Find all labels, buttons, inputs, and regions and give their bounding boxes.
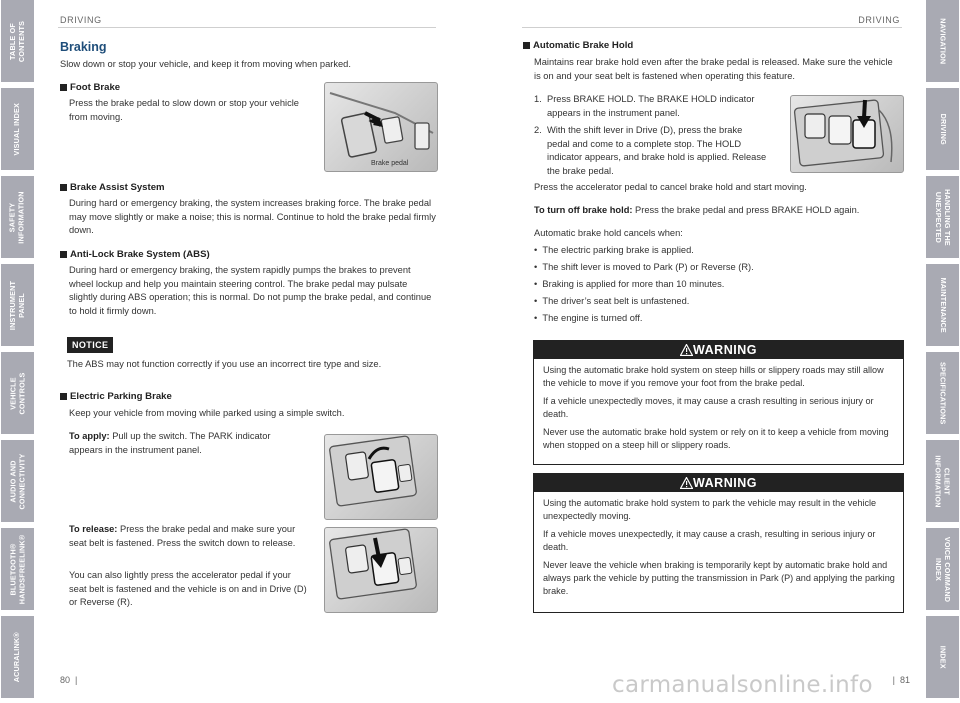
list-item: • The engine is turned off. <box>534 313 643 323</box>
page-number-right: | 81 <box>892 675 910 685</box>
left-section-tabs <box>0 0 34 703</box>
tab-label: VOICE COMMAND INDEX <box>934 536 953 602</box>
warning-box-2 <box>533 473 904 613</box>
tab-bluetooth-handsfreelink[interactable] <box>1 528 34 610</box>
tab-label: DRIVING <box>938 113 948 145</box>
warning-body <box>534 492 903 598</box>
abs-text: During hard or emergency braking, the system rapidly pumps the brakes to prevent wheel lockup and help you maintain steering control. The brake pedal may pulsate slightly during ABS operation; this is normal. Do not pump the brake pedal, and continue to hold it firmly down. <box>69 265 432 316</box>
tab-visual-index[interactable] <box>1 88 34 170</box>
right-section-tabs <box>926 0 960 703</box>
notice-text: The ABS may not function correctly if you use an incorrect tire type and size. <box>67 359 382 369</box>
tab-navigation[interactable] <box>926 0 959 82</box>
tab-acuralink[interactable] <box>1 616 34 698</box>
brake-assist-heading: Brake Assist System <box>60 182 165 193</box>
tab-handling-unexpected[interactable] <box>926 176 959 258</box>
abs-heading: Anti-Lock Brake System (ABS) <box>60 249 210 260</box>
watermark: carmanualsonline.info <box>612 672 873 698</box>
tab-label: ACURALINK® <box>12 631 22 683</box>
warning-label: WARNING <box>693 343 757 357</box>
epb-heading: Electric Parking Brake <box>60 391 172 402</box>
brake-pedal-illustration <box>324 82 438 172</box>
list-item: • Braking is applied for more than 10 minutes. <box>534 279 725 289</box>
tab-label: CLIENT INFORMATION <box>934 454 952 508</box>
header-divider-right <box>522 27 902 28</box>
square-bullet-icon <box>60 84 67 91</box>
warning-paragraph: Using the automatic brake hold system to park the vehicle may result in the vehicle unexpectedly moving. <box>543 498 877 521</box>
tab-voice-command-index[interactable] <box>926 528 959 610</box>
switch-pull-up-drawing <box>325 435 437 519</box>
warning-header <box>534 474 903 492</box>
warning-paragraph: Never use the automatic brake hold system or rely on it to keep a vehicle from moving when stopped on a steep hill or slippery roads. <box>543 427 889 450</box>
list-item: • The electric parking brake is applied. <box>534 245 694 255</box>
square-bullet-icon <box>60 184 67 191</box>
brake-assist-text: During hard or emergency braking, the system increases braking force. The brake pedal may move slightly or make a noise; this is normal. Continue to hold the brake pedal firmly down. <box>69 198 436 235</box>
cancel-conditions-list <box>534 242 900 327</box>
page-header-left: DRIVING <box>60 15 102 25</box>
tab-label: MAINTENANCE <box>938 277 948 333</box>
square-bullet-icon <box>523 42 530 49</box>
tab-client-information[interactable] <box>926 440 959 522</box>
parking-brake-release-illustration <box>324 527 438 613</box>
list-item: • The shift lever is moved to Park (P) or Reverse (R). <box>534 262 754 272</box>
braking-intro: Slow down or stop your vehicle, and keep it from moving when parked. <box>60 59 351 69</box>
step-2-number: 2. <box>534 125 542 135</box>
warning-paragraph: Never leave the vehicle when braking is temporarily kept by automatic brake hold and always park the vehicle by putting the transmission in Park (P) and applying the parking brake. <box>543 560 895 596</box>
square-bullet-icon <box>60 393 67 400</box>
brake-pedal-drawing <box>325 83 437 171</box>
tab-table-of-contents[interactable] <box>1 0 34 82</box>
tab-label: VISUAL INDEX <box>12 102 22 156</box>
step-2-text: With the shift lever in Drive (D), press the brake pedal and come to a complete stop. The HOLD indicator appears, and brake hold is applied. Release the brake pedal. <box>547 125 767 176</box>
auto-brake-hold-heading: Automatic Brake Hold <box>523 40 633 51</box>
warning-triangle-icon <box>680 344 693 356</box>
tab-label: SPECIFICATIONS <box>938 361 948 425</box>
list-item: • The driver’s seat belt is unfastened. <box>534 296 690 306</box>
tab-instrument-panel[interactable] <box>1 264 34 346</box>
step-1-text: Press BRAKE HOLD. The BRAKE HOLD indicator appears in the instrument panel. <box>547 94 755 118</box>
foot-brake-text: Press the brake pedal to slow down or stop your vehicle from moving. <box>69 98 299 122</box>
parking-brake-apply-illustration <box>324 434 438 520</box>
tab-label: NAVIGATION <box>938 17 948 65</box>
warning-box-1 <box>533 340 904 465</box>
tab-audio-connectivity[interactable] <box>1 440 34 522</box>
tab-label: AUDIO AND CONNECTIVITY <box>8 453 26 509</box>
page-title: Braking <box>60 40 107 54</box>
notice-badge: NOTICE <box>67 337 113 353</box>
warning-paragraph: Using the automatic brake hold system on steep hills or slippery roads may still allow the vehicle to move if you remove your foot from the brake pedal. <box>543 365 884 388</box>
switch-press-down-drawing <box>325 528 437 612</box>
tab-label: SAFETY INFORMATION <box>8 190 26 244</box>
epb-apply-text: To apply: Pull up the switch. The PARK indicator appears in the instrument panel. <box>69 431 271 455</box>
step-1-number: 1. <box>534 94 542 104</box>
brake-hold-press-drawing <box>791 96 903 172</box>
page-number-left: 80 | <box>60 675 78 685</box>
brake-pedal-caption: Brake pedal <box>371 160 409 167</box>
cancels-intro: Automatic brake hold cancels when: <box>534 228 683 238</box>
tab-safety-information[interactable] <box>1 176 34 258</box>
tab-label: TABLE OF CONTENTS <box>8 20 26 62</box>
page-header-right: DRIVING <box>858 15 900 25</box>
warning-paragraph: If a vehicle moves unexpectedly, it may cause a crash, resulting in serious injury or death. <box>543 529 876 552</box>
warning-paragraph: If a vehicle unexpectedly moves, it may cause a crash resulting in serious injury or death. <box>543 396 874 419</box>
foot-brake-heading: Foot Brake <box>60 82 120 93</box>
auto-brake-hold-text: Maintains rear brake hold even after the brake pedal is released. Make sure the vehicle is on and your seat belt is fastened when operating this feature. <box>534 57 893 81</box>
tab-label: HANDLING THE UNEXPECTED <box>934 188 953 246</box>
epb-release-text: To release: Press the brake pedal and make sure your seat belt is fastened. Press the switch down to release. <box>69 524 296 548</box>
warning-triangle-icon <box>680 477 693 489</box>
tab-label: BLUETOOTH® HANDSFREELINK® <box>8 534 26 604</box>
epb-release-extra: You can also lightly press the accelerator pedal if your seat belt is fastened and the vehicle is on and in Drive (D) or Reverse (R). <box>69 570 307 607</box>
tab-label: INDEX <box>938 645 948 669</box>
square-bullet-icon <box>60 251 67 258</box>
tab-label: VEHICLE CONTROLS <box>8 372 26 414</box>
tab-vehicle-controls[interactable] <box>1 352 34 434</box>
warning-header <box>534 341 903 359</box>
tab-label: INSTRUMENT PANEL <box>8 280 26 330</box>
cancel-brake-hold-text: Press the accelerator pedal to cancel brake hold and start moving. <box>534 182 807 192</box>
header-divider-left <box>58 27 436 28</box>
tab-driving[interactable] <box>926 88 959 170</box>
tab-maintenance[interactable] <box>926 264 959 346</box>
turn-off-brake-hold-text: To turn off brake hold: Press the brake pedal and press BRAKE HOLD again. <box>534 205 860 215</box>
warning-body <box>534 359 903 452</box>
epb-text: Keep your vehicle from moving while parked using a simple switch. <box>69 408 345 418</box>
warning-label: WARNING <box>693 476 757 490</box>
brake-hold-button-illustration <box>790 95 904 173</box>
tab-index[interactable] <box>926 616 959 698</box>
tab-specifications[interactable] <box>926 352 959 434</box>
